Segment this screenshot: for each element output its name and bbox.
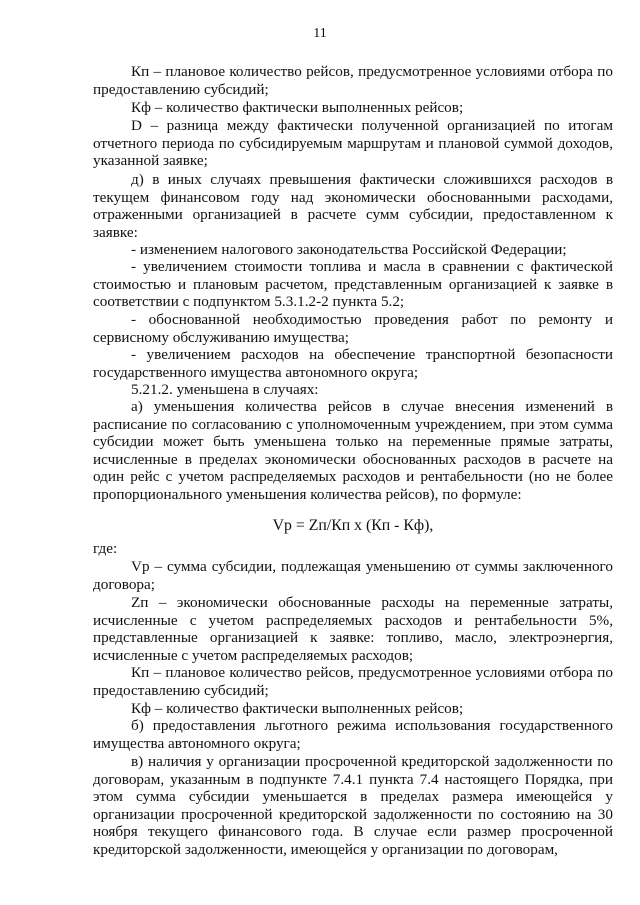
paragraph-item-a: а) уменьшения количества рейсов в случае внесения изменений в расписание по согласованию с уполномоченным учреждением, при этом сумма субсидии может быть уменьшена только на переменные прямые затраты, исчисленные в пределах экономически обоснованных расходов в расчете на один рейс с учетом распределяемых расходов и рентабельности (но не более пропорционального уменьшения количества рейсов), по формуле:: [93, 398, 613, 503]
paragraph-security-costs: - увеличением расходов на обеспечение транспортной безопасности государственного имущества автономного округа;: [93, 346, 613, 381]
page-number: 11: [313, 26, 327, 41]
paragraph-kp-definition-2: Кп – плановое количество рейсов, предусмотренное условиями отбора по предоставлению субсидий;: [93, 664, 613, 699]
paragraph-item-d: д) в иных случаях превышения фактически сложившихся расходов в текущем финансовом году над экономически обоснованными расходами, отраженными организацией в расчете сумм субсидии, предоставленном к заявке:: [93, 171, 613, 241]
paragraph-item-v: в) наличия у организации просроченной кредиторской задолженности по договорам, указанным в подпункте 7.4.1 пункта 7.4 настоящего Порядка, при этом сумма субсидии уменьшается в пределах размера имеющейся у организации просроченной кредиторской задолженности по состоянию на 30 ноября текущего финансового года. В случае если размер просроченной кредиторской задолженности, имеющейся у организации по договорам,: [93, 753, 613, 858]
paragraph-kp-definition: Кп – плановое количество рейсов, предусмотренное условиями отбора по предоставлению субсидий;: [93, 63, 613, 98]
paragraph-tax-law-change: - изменением налогового законодательства Российской Федерации;: [131, 241, 567, 258]
paragraph-repair-need: - обоснованной необходимостью проведения работ по ремонту и сервисному обслуживанию имущества;: [93, 311, 613, 346]
formula: Vр = Zп/Кп х (Кп - Кф),: [272, 517, 434, 534]
paragraph-where: где:: [93, 540, 118, 557]
paragraph-zp-definition: Zп – экономически обоснованные расходы на переменные затраты, исчисленные с учетом распределяемых расходов и рентабельности 5%, представленные организацией к заявке: топливо, масло, электроэнергия, исчисленные с учетом распределяемых расходов;: [93, 594, 613, 664]
paragraph-kf-definition: Кф – количество фактически выполненных рейсов;: [131, 99, 464, 116]
paragraph-kf-definition-2: Кф – количество фактически выполненных рейсов;: [131, 700, 464, 717]
paragraph-item-b: б) предоставления льготного режима использования государственного имущества автономного округа;: [93, 717, 613, 752]
paragraph-fuel-cost-increase: - увеличением стоимости топлива и масла в сравнении с фактической стоимостью и плановым расчетом, представленным организацией к заявке в соответствии с подпунктом 5.3.1.2-2 пункта 5.2;: [93, 258, 613, 310]
paragraph-d-definition: D – разница между фактически полученной организацией по итогам отчетного периода по субсидируемым маршрутам и плановой суммой доходов, указанной заявке;: [93, 117, 613, 169]
paragraph-section-5-21-2: 5.21.2. уменьшена в случаях:: [131, 381, 319, 398]
paragraph-vr-definition: Vр – сумма субсидии, подлежащая уменьшению от суммы заключенного договора;: [93, 558, 613, 593]
